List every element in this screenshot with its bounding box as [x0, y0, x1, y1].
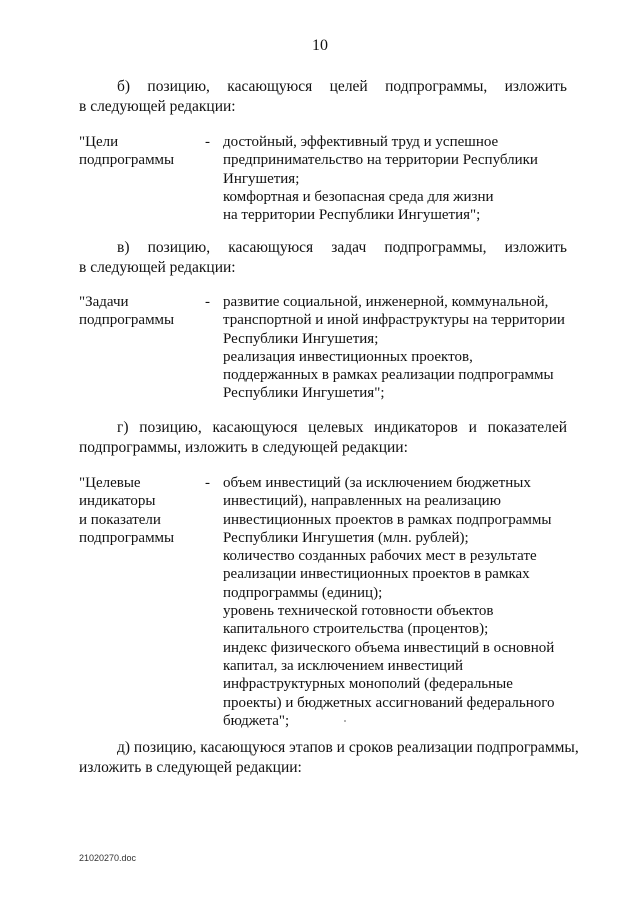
- section-v-body-line: реализация инвестиционных проектов,: [223, 348, 473, 365]
- section-g-body-line: проекты) и бюджетных ассигнований федерального: [223, 694, 555, 711]
- section-g-term-line: и показатели: [79, 511, 161, 528]
- section-g-intro-line1: г) позицию, касающуюся целевых индикаторов и показателей: [117, 419, 567, 436]
- section-g-term-line: "Целевые: [79, 475, 141, 491]
- section-b-term-line: "Цели: [79, 134, 119, 150]
- section-g-body-line: бюджета";: [223, 712, 290, 729]
- section-g-body-line: количество созданных рабочих мест в результате: [223, 548, 537, 565]
- section-g-intro: [79, 418, 567, 458]
- section-g-term: [79, 474, 199, 547]
- section-b-term: [79, 133, 199, 170]
- section-g-body-line: Республики Ингушетия (млн. рублей);: [223, 529, 469, 546]
- section-v-term-line: "Задачи: [79, 294, 129, 310]
- section-d-intro: [79, 738, 579, 778]
- section-d-intro-line2: изложить в следующей редакции:: [79, 759, 302, 776]
- section-v-body-line: развитие социальной, инженерной, коммунальной,: [223, 294, 549, 310]
- section-b-intro: [79, 77, 567, 117]
- section-g-body-line: реализации инвестиционных проектов в рамках: [223, 566, 530, 583]
- page-number: 10: [312, 37, 328, 54]
- footer-document-code: 21020270.doc: [79, 853, 137, 863]
- section-v-dash: -: [205, 294, 210, 310]
- section-b-body-line: достойный, эффективный труд и успешное: [223, 134, 499, 150]
- section-b-body-line: Ингушетия;: [223, 170, 300, 187]
- section-g-intro-line2: подпрограммы, изложить в следующей редакции:: [79, 439, 408, 456]
- section-b-intro-line2: в следующей редакции:: [79, 98, 236, 115]
- section-v-term: [79, 293, 199, 330]
- section-g-term-line: подпрограммы: [79, 529, 175, 546]
- section-g-body-line: подпрограммы (единиц);: [223, 584, 383, 601]
- section-b-body-line: комфортная и безопасная среда для жизни: [223, 188, 494, 205]
- section-g-body-line: уровень технической готовности объектов: [223, 603, 494, 620]
- section-g-body-line: инвестиционных проектов в рамках подпрограммы: [223, 511, 552, 528]
- section-v-body-line: Республики Ингушетия;: [223, 330, 379, 347]
- section-v-body: [223, 293, 567, 403]
- section-v-intro-line1: в) позицию, касающуюся задач подпрограммы, изложить: [117, 239, 567, 256]
- section-b-body-line: предпринимательство на территории Республики: [223, 152, 538, 169]
- section-v-body-line: транспортной и иной инфраструктуры на территории: [223, 312, 565, 329]
- section-b-body-line: на территории Республики Ингушетия";: [223, 207, 481, 224]
- section-b-dash: -: [205, 134, 210, 150]
- section-g-body-line: инфраструктурных монополий (федеральные: [223, 676, 513, 693]
- section-v-body-line: Республики Ингушетия";: [223, 385, 385, 402]
- section-g-body: [223, 474, 567, 730]
- section-v-body-line: поддержанных в рамках реализации подпрограммы: [223, 367, 554, 384]
- section-b-intro-line1: б) позицию, касающуюся целей подпрограммы, изложить: [117, 78, 567, 95]
- section-g-body-line: инвестиций), направленных на реализацию: [223, 493, 501, 510]
- section-v-intro: [79, 238, 567, 278]
- section-v-intro-line2: в следующей редакции:: [79, 259, 236, 276]
- section-g-body-line: капитал, за исключением инвестиций: [223, 657, 464, 674]
- section-g-body-line: индекс физического объема инвестиций в основной: [223, 639, 555, 656]
- section-b-body: [223, 133, 567, 224]
- section-d-intro-line1: д) позицию, касающуюся этапов и сроков реализации подпрограммы,: [117, 739, 579, 756]
- section-v-term-line: подпрограммы: [79, 312, 175, 329]
- section-g-body-line: объем инвестиций (за исключением бюджетных: [223, 475, 531, 491]
- section-b-term-line: подпрограммы: [79, 152, 175, 169]
- scan-speck: [344, 720, 346, 722]
- section-g-dash: -: [205, 475, 210, 491]
- section-g-term-line: индикаторы: [79, 493, 156, 510]
- section-g-body-line: капитального строительства (процентов);: [223, 621, 489, 638]
